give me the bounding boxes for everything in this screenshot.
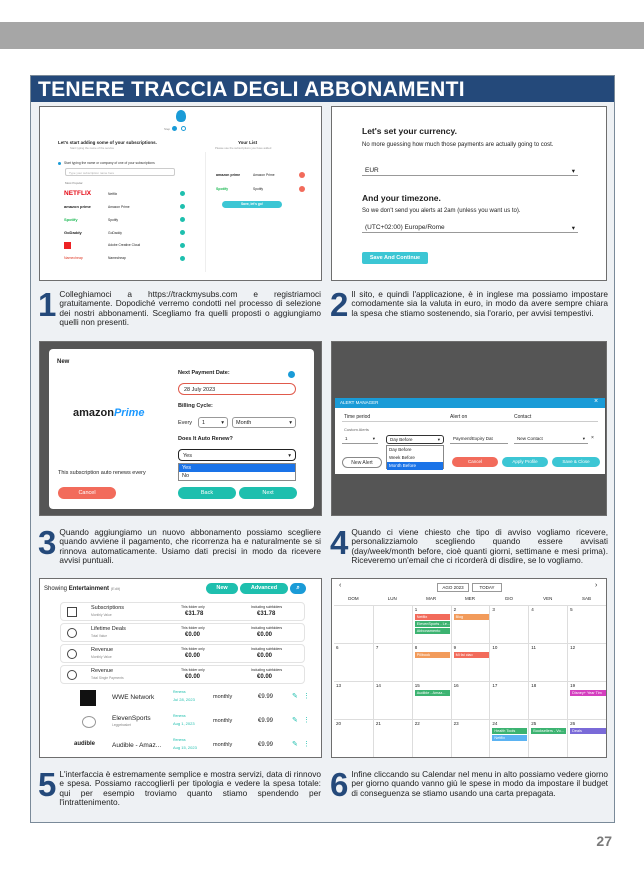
more-icon: ⋮ — [303, 741, 310, 748]
step-6-text: 6 Infine cliccando su Calendar nel menu in alto possiamo vedere giorno per giorno quando vanno giù le spese in modo da impostare il budget di conseguenza se stiamo usando una carta prepagata. — [330, 766, 608, 803]
list-spotify-logo: Spotify — [216, 187, 229, 191]
next-payment-date-input[interactable]: 28 July 2023 — [178, 383, 296, 395]
weekday-header: MER — [464, 596, 475, 601]
top-gray-bar — [0, 22, 644, 49]
weekday-header: VEN — [543, 596, 553, 601]
add-spotify-button[interactable] — [180, 217, 185, 222]
calendar-event[interactable]: Booksellers - Vo... — [531, 728, 566, 734]
calendar-day-cell[interactable]: 4 — [528, 605, 567, 643]
weekday-header: DOM — [348, 596, 359, 601]
step-4-text: 4 Quando ci viene chiesto che tipo di avviso vogliamo ricevere, personalizziamolo scegliendo quando essere avvisati (day/week/month before, cioè quanti giorni, settimane e mesi prima). Riceveremo un'email che ci ricorderà di disdire, se lo vogliamo. — [330, 524, 608, 565]
rocket-icon — [176, 110, 186, 122]
calendar-day-cell[interactable]: 23 — [451, 719, 490, 757]
add-namecheap-button[interactable] — [180, 256, 185, 261]
save-lets-go-button[interactable]: Save, let's go! — [222, 201, 282, 208]
billing-period-select[interactable]: Month ▾ — [232, 417, 296, 428]
advanced-button[interactable]: Advanced — [240, 583, 288, 594]
subscription-item-elevensports[interactable]: ElevenSports Leggebasket Renews Aug 1, 2023 monthly €9.99 ✎ ⋮ — [60, 713, 310, 733]
step-3-text: 3 Quando aggiungiamo un nuovo abbonamento possiamo scegliere quando avviene il pagamento, che ricorrenza ha e naturalmente se si rinnova automaticamente. Usiamo dati precisi in modo da ricevere avvisi puntuali. — [38, 524, 321, 565]
add-godaddy-button[interactable] — [180, 230, 185, 235]
today-button[interactable]: TODAY — [472, 583, 502, 592]
edit-icon: ✎ — [292, 717, 298, 724]
screenshot-3-new-subscription: New amazonPrime Next Payment Date: 28 July 2023 Billing Cycle: Every 1 ▾ Month ▾ Does It Auto Renew? Yes ▾ Yes No This subscription auto renews every Cancel Back Next — [39, 341, 322, 516]
namecheap-logo: Namecheap — [64, 256, 83, 260]
article-panel — [30, 75, 615, 823]
billing-interval-select[interactable]: 1 ▾ — [198, 417, 228, 428]
alert-on-select[interactable]: Payment/Expiry Dat — [450, 435, 508, 444]
add-netflix-button[interactable] — [180, 191, 185, 196]
month-selector[interactable]: AGO 2023 — [437, 583, 469, 592]
audible-logo: audible — [74, 741, 96, 747]
screenshot-6-calendar — [331, 578, 607, 758]
close-icon[interactable]: × — [594, 398, 599, 405]
chevron-down-icon: ▾ — [571, 225, 575, 232]
screenshot-2-currency: Let's set your currency. No more guessing how much those payments are actually going to cost. EUR ▾ And your timezone. So we don't send you alerts at 2am (unless you want us to). (UTC+02:00) Europe/Rome ▾ Save And Continue — [331, 106, 607, 281]
summary-row-revenue-monthly: Revenue Monthly Value This folder only €0.00 Including subfolders €0.00 — [60, 644, 305, 663]
calendar-day-cell[interactable]: 5 — [567, 605, 606, 643]
calendar-day-cell[interactable]: 13 — [334, 681, 373, 719]
step-5-text: 5 L'interfaccia è estremamente semplice e mostra servizi, data di rinnovo e spesa. Possiamo raccoglierli per tipologia e vedere la spesa totale: qui per esempio troviamo quanto stiamo spendendo per l'intrattenimento. — [38, 766, 321, 807]
calendar-day-cell[interactable]: 1 — [412, 605, 451, 643]
page-number: 27 — [596, 833, 612, 849]
calendar-day-cell[interactable]: 9 — [451, 643, 490, 681]
calendar-event[interactable]: Abbonamento — [415, 628, 450, 634]
subscription-item-wwe[interactable]: WWE Network Renews Jul 28, 2023 monthly €9.99 ✎ ⋮ — [60, 689, 310, 709]
calendar-event[interactable]: Pillbook — [415, 652, 450, 658]
subscription-item-audible[interactable]: audible Audible - Amaz... Renews Aug 15, 2023 monthly €9.99 ✎ ⋮ — [74, 738, 310, 750]
adobe-logo — [64, 242, 71, 249]
back-button[interactable]: Back — [178, 487, 236, 499]
step-2-text: 2 Il sito, e quindi l'applicazione, è in inglese ma possiamo impostare comodamente sia la valuta in euro, in modo da avere sempre chiara la spesa che stiamo sostenendo, sia l'orario, per avvisi tempestivi. — [330, 286, 608, 323]
calendar-event[interactable]: Deals — [570, 728, 607, 734]
auto-renew-select[interactable]: Yes ▾ — [178, 449, 296, 461]
cancel-button[interactable]: Cancel — [58, 487, 116, 499]
calendar-event[interactable]: Blog — [454, 614, 489, 620]
calendar-day-cell[interactable] — [373, 605, 412, 643]
calendar-event[interactable]: Health Tools — [492, 728, 527, 734]
calendar-event[interactable]: Netflix — [415, 614, 450, 620]
weekday-header: LUN — [387, 596, 397, 601]
next-month-icon[interactable]: › — [595, 582, 598, 589]
progress-steps — [172, 126, 188, 131]
calendar-day-cell[interactable]: 11 — [528, 643, 567, 681]
remove-spotify-button[interactable] — [299, 186, 305, 192]
more-icon: ⋮ — [303, 717, 310, 724]
amazon-prime-logo: amazonPrime — [73, 407, 145, 419]
option-no[interactable]: No — [182, 473, 190, 479]
contact-select[interactable]: New Contact ▾ — [514, 435, 588, 444]
spotify-logo: Spotify — [64, 217, 78, 222]
prev-month-icon[interactable]: ‹ — [339, 582, 342, 589]
add-amazon-button[interactable] — [180, 204, 185, 209]
calendar-day-cell[interactable]: 14 — [373, 681, 412, 719]
search-icon[interactable]: ⌕ — [290, 583, 306, 594]
godaddy-logo: GoDaddy — [64, 230, 82, 235]
step-1-text: 1 Colleghiamoci a https://trackmysubs.com e registriamoci gratuitamente. Dopodiché verremo condotti nel processo di selezione dei nostri abbonamenti. Scegliamo fra quelli proposti o aggiungiamo quelli non presenti. — [38, 286, 321, 327]
save-and-continue-button[interactable]: Save And Continue — [362, 252, 428, 264]
chevron-down-icon: ▾ — [571, 168, 575, 175]
calendar-day-cell[interactable]: 15 — [412, 681, 451, 719]
new-button[interactable]: New — [206, 583, 238, 594]
info-icon[interactable] — [288, 371, 295, 378]
revenue-icon — [67, 670, 77, 680]
calendar-day-cell[interactable]: 19 — [567, 681, 606, 719]
edit-icon: ✎ — [292, 741, 298, 748]
netflix-logo: NETFLIX — [64, 190, 92, 197]
amazon-logo: amazon prime — [64, 204, 91, 209]
calendar-day-cell[interactable]: 6 — [334, 643, 373, 681]
calendar-day-cell[interactable]: 7 — [373, 643, 412, 681]
calendar-day-cell[interactable]: 21 — [373, 719, 412, 757]
more-icon: ⋮ — [303, 693, 310, 700]
calendar-day-cell[interactable] — [334, 605, 373, 643]
calendar-day-cell[interactable]: 3 — [489, 605, 528, 643]
next-button[interactable]: Next — [239, 487, 297, 499]
apply-profile-button[interactable]: Apply Profile — [502, 457, 548, 467]
left-heading: Let's start adding some of your subscriptions. — [58, 140, 157, 145]
screenshot-5-dashboard: Showing Entertainment (Edit) New Advanced ⌕ Subscriptions Monthly Value This folder only €31.78 Including subfolders €31.78 Lifetime Deals Total Value This folder only €0.00 Including subfolders €0.00 Revenue Monthly Value This folder only €0.00 Including subfolders €0.00 Revenue Total Single Payments This folder only €0.00 Including subfolders €0.00 WWE Network Renews Jul 28, 2023 monthly €9.99 ✎ ⋮ ElevenSports Leggebasket Renews Aug 1, 2023 monthly €9.99 ✎ ⋮ audible Audible - Amaz... Renews Aug 15, 2023 monthly €9.99 ✎ ⋮ — [39, 578, 322, 758]
calendar-day-cell[interactable]: 2 — [451, 605, 490, 643]
wwe-logo — [80, 690, 96, 706]
calendar-day-cell[interactable]: 20 — [334, 719, 373, 757]
summary-row-revenue-single: Revenue Total Single Payments This folder only €0.00 Including subfolders €0.00 — [60, 665, 305, 684]
option-month-before[interactable]: Month Before — [387, 462, 443, 470]
section-title: TENERE TRACCIA DEGLI ABBONAMENTI — [31, 76, 614, 102]
currency-select[interactable]: EUR ▾ — [362, 166, 578, 176]
calendar-day-cell[interactable]: 24 — [489, 719, 528, 757]
list-amazon-logo: amazon prime — [216, 173, 241, 177]
save-and-close-button[interactable]: Save & Close — [552, 457, 600, 467]
infinity-icon — [67, 628, 77, 638]
add-adobe-button[interactable] — [180, 243, 185, 248]
option-yes[interactable]: Yes — [179, 464, 295, 472]
calendar-day-cell[interactable]: 17 — [489, 681, 528, 719]
remove-alert-icon[interactable]: × — [591, 435, 594, 441]
calendar-day-cell[interactable]: 10 — [489, 643, 528, 681]
calendar-event[interactable]: Audible - Amaz... — [415, 690, 450, 696]
new-alert-button[interactable]: New Alert — [342, 457, 382, 468]
edit-icon: ✎ — [292, 693, 298, 700]
timezone-select[interactable]: (UTC+02:00) Europe/Rome ▾ — [362, 223, 578, 233]
auto-renew-options — [178, 463, 296, 481]
grid-icon — [67, 607, 77, 617]
calendar-day-cell[interactable]: 16 — [451, 681, 490, 719]
remove-amazon-button[interactable] — [299, 172, 305, 178]
calendar-event[interactable]: Disney+ Year Tim — [570, 690, 607, 696]
option-day-before[interactable]: Day Before — [389, 447, 412, 452]
calendar-event[interactable]: Netflix — [492, 735, 527, 741]
calendar-event[interactable]: ElevenSports - Le... — [416, 622, 450, 626]
calendar-day-cell[interactable]: 12 — [567, 643, 606, 681]
calendar-event[interactable]: Mi fai ciao — [454, 652, 489, 658]
summary-row-subscriptions: Subscriptions Monthly Value This folder only €31.78 Including subfolders €31.78 — [60, 602, 305, 621]
subscription-search-input[interactable]: Type your subscription name here — [65, 168, 175, 176]
calendar-grid — [334, 593, 606, 757]
weekday-header: GIO — [504, 596, 513, 601]
right-heading: Your List — [238, 140, 258, 145]
calendar-day-cell[interactable]: 22 — [412, 719, 451, 757]
weekday-header: MAR — [426, 596, 437, 601]
summary-row-lifetime: Lifetime Deals Total Value This folder only €0.00 Including subfolders €0.00 — [60, 623, 305, 642]
alert-count-select[interactable]: 1 ▾ — [342, 435, 378, 444]
cancel-button[interactable]: Cancel — [452, 457, 498, 467]
alert-period-options — [386, 445, 444, 469]
popular-list: NETFLIX Netflix amazon prime Amazon Prime Spotify Spotify GoDaddy GoDaddy Adobe Creative Cloud Namecheap Namecheap — [62, 187, 182, 277]
calendar-day-cell[interactable]: 8 — [412, 643, 451, 681]
screenshot-1-subscriptions: Step Let's start adding some of your subscriptions. Start typing the name of the service Your List Please use the subscriptions you have added Start typing the name or company of one of your subscriptions Type your subscription name here Most Popular NETFLIX Netflix amazon prime Amazon Prime Spotify Spotify GoDaddy GoDaddy Adobe Creative Cloud Namecheap Namecheap amazon prime Amazon Prime Spotify Spotify Save, let's go! — [39, 106, 322, 281]
revenue-icon — [67, 649, 77, 659]
alert-period-select[interactable]: Day Before ▾ — [386, 435, 444, 444]
option-week-before[interactable]: Week Before — [389, 455, 415, 460]
calendar-day-cell[interactable]: 25 — [528, 719, 567, 757]
calendar-day-cell[interactable]: 18 — [528, 681, 567, 719]
screenshot-4-alert-manager: ALERT MANAGER × Time period Alert on Contact Custom Alerts 1 ▾ Day Before ▾ Day Before Week Before Month Before Payment/Expiry Dat New Contact ▾ × New Alert Cancel Apply Profile Save & Close — [331, 341, 607, 516]
calendar-day-cell[interactable]: 26 — [567, 719, 606, 757]
weekday-header: SAB — [582, 596, 592, 601]
elevensports-logo — [82, 716, 96, 728]
